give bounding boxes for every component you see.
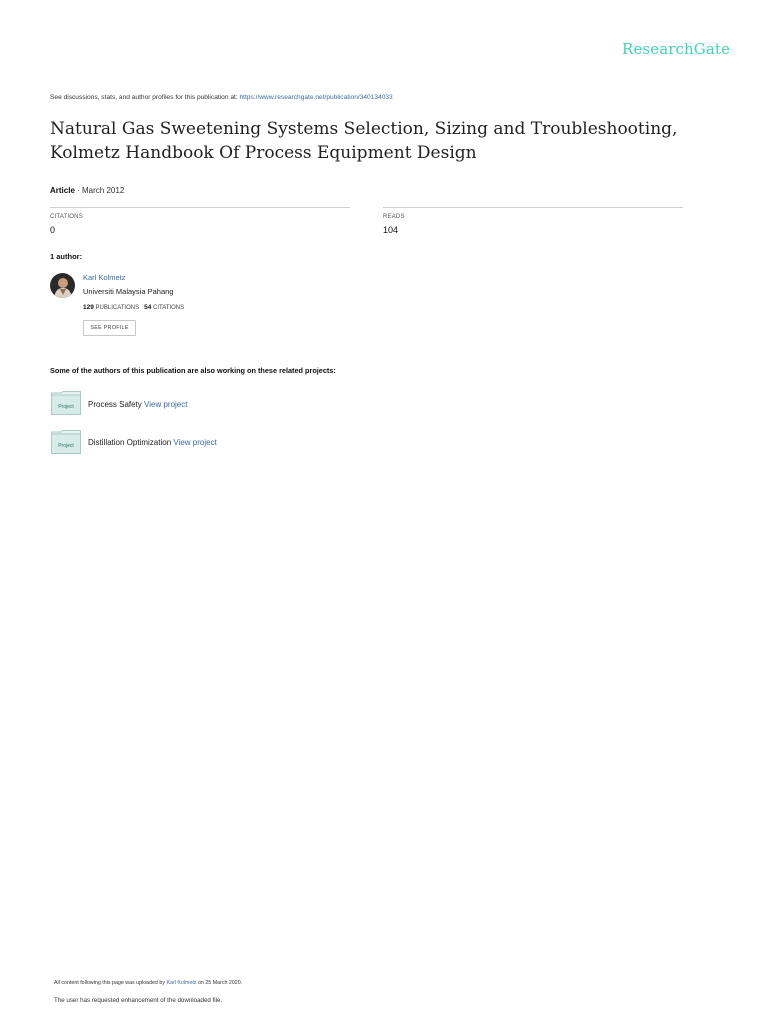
project-folder-label: Project bbox=[58, 404, 74, 410]
author-stats bbox=[83, 304, 184, 311]
project-row bbox=[88, 400, 187, 409]
reads-label: READS bbox=[383, 214, 405, 220]
citations-divider bbox=[50, 207, 350, 208]
citations-value: 0 bbox=[50, 225, 56, 235]
enhancement-note: The user has requested enhancement of the downloaded file. bbox=[54, 997, 223, 1004]
author-publications-count: 129 bbox=[83, 304, 94, 311]
discussion-line bbox=[50, 94, 393, 101]
project-row bbox=[88, 438, 217, 447]
author-institution: Universiti Malaysia Pahang bbox=[83, 287, 174, 296]
project-folder-label: Project bbox=[58, 443, 74, 449]
related-projects-heading: Some of the authors of this publication are also working on these related projects: bbox=[50, 366, 336, 375]
project-name: Process Safety bbox=[88, 400, 142, 409]
reads-value: 104 bbox=[383, 225, 399, 235]
publication-type: Article bbox=[50, 186, 75, 195]
see-profile-button[interactable]: SEE PROFILE bbox=[83, 320, 136, 336]
project-name: Distillation Optimization bbox=[88, 438, 172, 447]
avatar[interactable] bbox=[50, 273, 75, 298]
publication-title: Natural Gas Sweetening Systems Selection, Sizing and Troubleshooting, Kolmetz Handbook Of Process Equipment Design bbox=[50, 119, 678, 163]
discussion-prefix: See discussions, stats, and author profiles for this publication at: bbox=[50, 94, 240, 101]
view-project-link[interactable]: View project bbox=[144, 400, 188, 409]
author-citations-label: CITATIONS bbox=[153, 305, 185, 311]
upload-note bbox=[54, 980, 242, 986]
author-citations-count: 54 bbox=[144, 304, 152, 311]
researchgate-logo[interactable]: ResearchGate bbox=[622, 40, 730, 58]
author-name-link[interactable]: Karl Kolmetz bbox=[83, 273, 126, 282]
publication-meta bbox=[50, 186, 124, 195]
project-folder-icon bbox=[51, 430, 81, 454]
authors-heading: 1 author: bbox=[50, 252, 83, 261]
project-folder-icon bbox=[51, 391, 81, 415]
upload-suffix: on 25 March 2020. bbox=[196, 980, 243, 986]
author-photo-icon bbox=[50, 273, 75, 298]
uploader-link[interactable]: Karl Kolmetz bbox=[166, 980, 197, 986]
publication-url-link[interactable]: https://www.researchgate.net/publication/340134033 bbox=[239, 94, 393, 101]
view-project-link[interactable]: View project bbox=[173, 438, 217, 447]
author-publications-label: PUBLICATIONS bbox=[95, 305, 140, 311]
citations-label: CITATIONS bbox=[50, 214, 83, 220]
upload-prefix: All content following this page was uploaded by bbox=[54, 980, 167, 986]
publication-date: · March 2012 bbox=[74, 186, 125, 195]
reads-divider bbox=[383, 207, 683, 208]
